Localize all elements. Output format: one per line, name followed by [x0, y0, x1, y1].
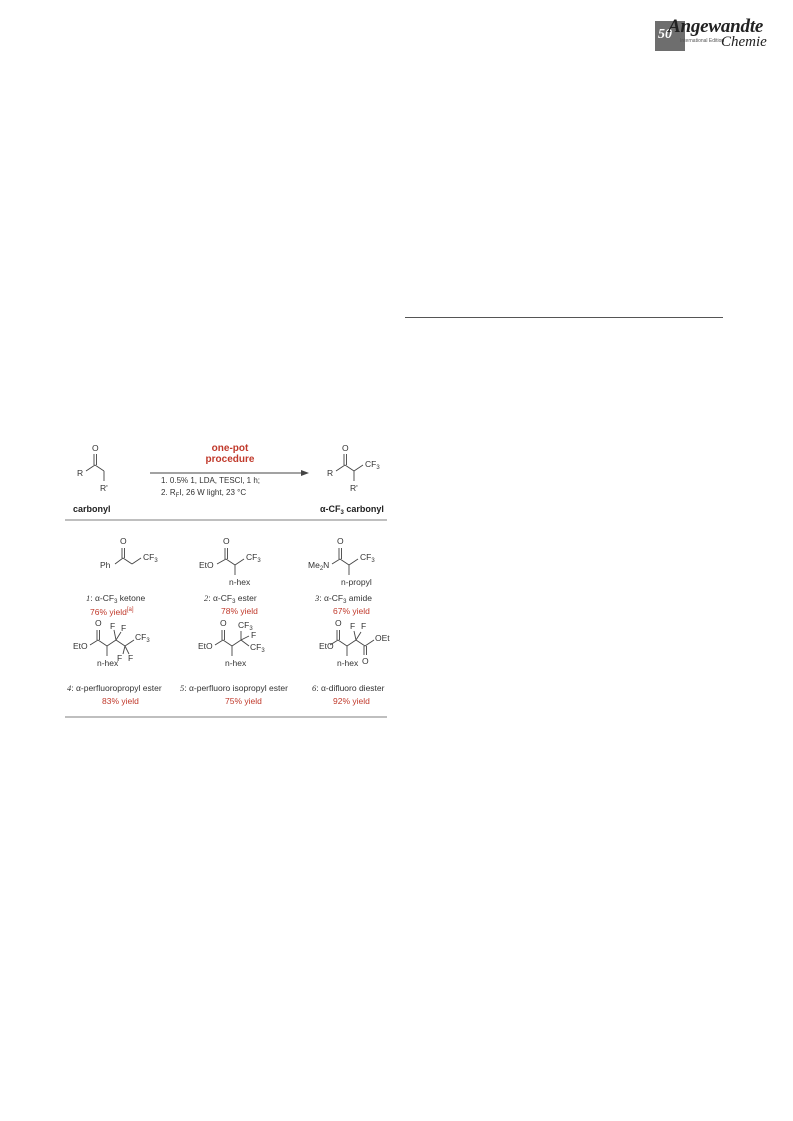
c1-oxygen: O — [120, 536, 127, 546]
procedure-title-line1: one-pot — [211, 443, 249, 454]
c4-eto: EtO — [73, 641, 88, 651]
c5-nhex: n-hex — [225, 658, 247, 668]
c4-f4: F — [128, 653, 134, 663]
yield-compound-3: 67% yield — [333, 606, 370, 616]
c5-eto: EtO — [198, 641, 213, 651]
procedure-title-line2: procedure — [205, 454, 255, 465]
caption-compound-2: 2: $\alpha-CF_3$ ester — [204, 593, 257, 605]
atom-r-prime: R' — [100, 483, 108, 493]
c4-cf3: $CF_3$ — [135, 632, 150, 644]
c5-oxygen: O — [220, 618, 227, 628]
atom-oxygen: O — [92, 443, 99, 453]
start-material-label: carbonyl — [73, 504, 111, 514]
caption-compound-1: 1: $\alpha-CF_3$ ketone — [86, 593, 146, 605]
c6-nhex: n-hex — [337, 658, 359, 668]
yield-compound-1: 76% yield[a] — [90, 607, 134, 617]
c1-ph: Ph — [100, 560, 111, 570]
product-cf3: $CF_3$ — [365, 459, 380, 471]
c2-cf3: $CF_3$ — [246, 552, 261, 564]
reaction-step-2: 2. $R_FI$, 26 W light, 23 °C — [161, 488, 247, 499]
c3-npropyl: n-propyl — [341, 577, 372, 587]
logo-number: 50 — [658, 27, 672, 42]
c3-oxygen: O — [337, 536, 344, 546]
journal-logo — [655, 18, 775, 52]
c6-f2: F — [361, 621, 367, 631]
c4-f1: F — [110, 621, 116, 631]
reaction-scheme-figure — [65, 440, 395, 720]
column-divider-rule — [405, 317, 723, 318]
c5-f: F — [251, 630, 257, 640]
caption-compound-5: 5: α-perfluoro isopropyl ester — [180, 683, 288, 693]
c3-cf3: $CF_3$ — [360, 552, 375, 564]
c2-oxygen: O — [223, 536, 230, 546]
c1-cf3: $CF_3$ — [143, 552, 158, 564]
c6-oxygen-2: O — [362, 656, 369, 666]
yield-compound-5: 75% yield — [225, 696, 262, 706]
yield-compound-4: 83% yield — [102, 696, 139, 706]
c4-oxygen: O — [95, 618, 102, 628]
logo-title: Angewandte — [668, 16, 764, 37]
c6-oet: OEt — [375, 633, 390, 643]
c4-nhex: n-hex — [97, 658, 119, 668]
logo-edition: International Edition — [680, 38, 725, 44]
yield-compound-6: 92% yield — [333, 696, 370, 706]
c6-eto: EtO — [319, 641, 334, 651]
product-atom-r: R — [327, 468, 334, 478]
caption-compound-3: 3: $\alpha-CF_3$ amide — [315, 593, 372, 605]
c2-eto: EtO — [199, 560, 214, 570]
product-label: $\alpha-CF_3$ carbonyl — [320, 504, 384, 516]
product-atom-oxygen: O — [342, 443, 349, 453]
c3-me2n: $Me_2N$ — [308, 560, 330, 572]
product-atom-r-prime: R' — [350, 483, 358, 493]
reaction-step-1: 1. 0.5% 1, LDA, TESCl, 1 h; — [161, 476, 261, 485]
atom-r: R — [77, 468, 84, 478]
c5-cf3-top: $CF_3$ — [238, 620, 253, 632]
caption-compound-4: 4: α-perfluoropropyl ester — [67, 683, 162, 693]
c4-f2: F — [121, 623, 127, 633]
caption-compound-6: 6: α-difluoro diester — [312, 683, 385, 693]
yield-compound-2: 78% yield — [221, 606, 258, 616]
c6-f1: F — [350, 621, 356, 631]
logo-subtitle: Chemie — [721, 34, 767, 50]
c6-oxygen: O — [335, 618, 342, 628]
c2-nhex: n-hex — [229, 577, 251, 587]
c4-f3: F — [117, 653, 123, 663]
c5-cf3-bottom: $CF_3$ — [250, 642, 265, 654]
